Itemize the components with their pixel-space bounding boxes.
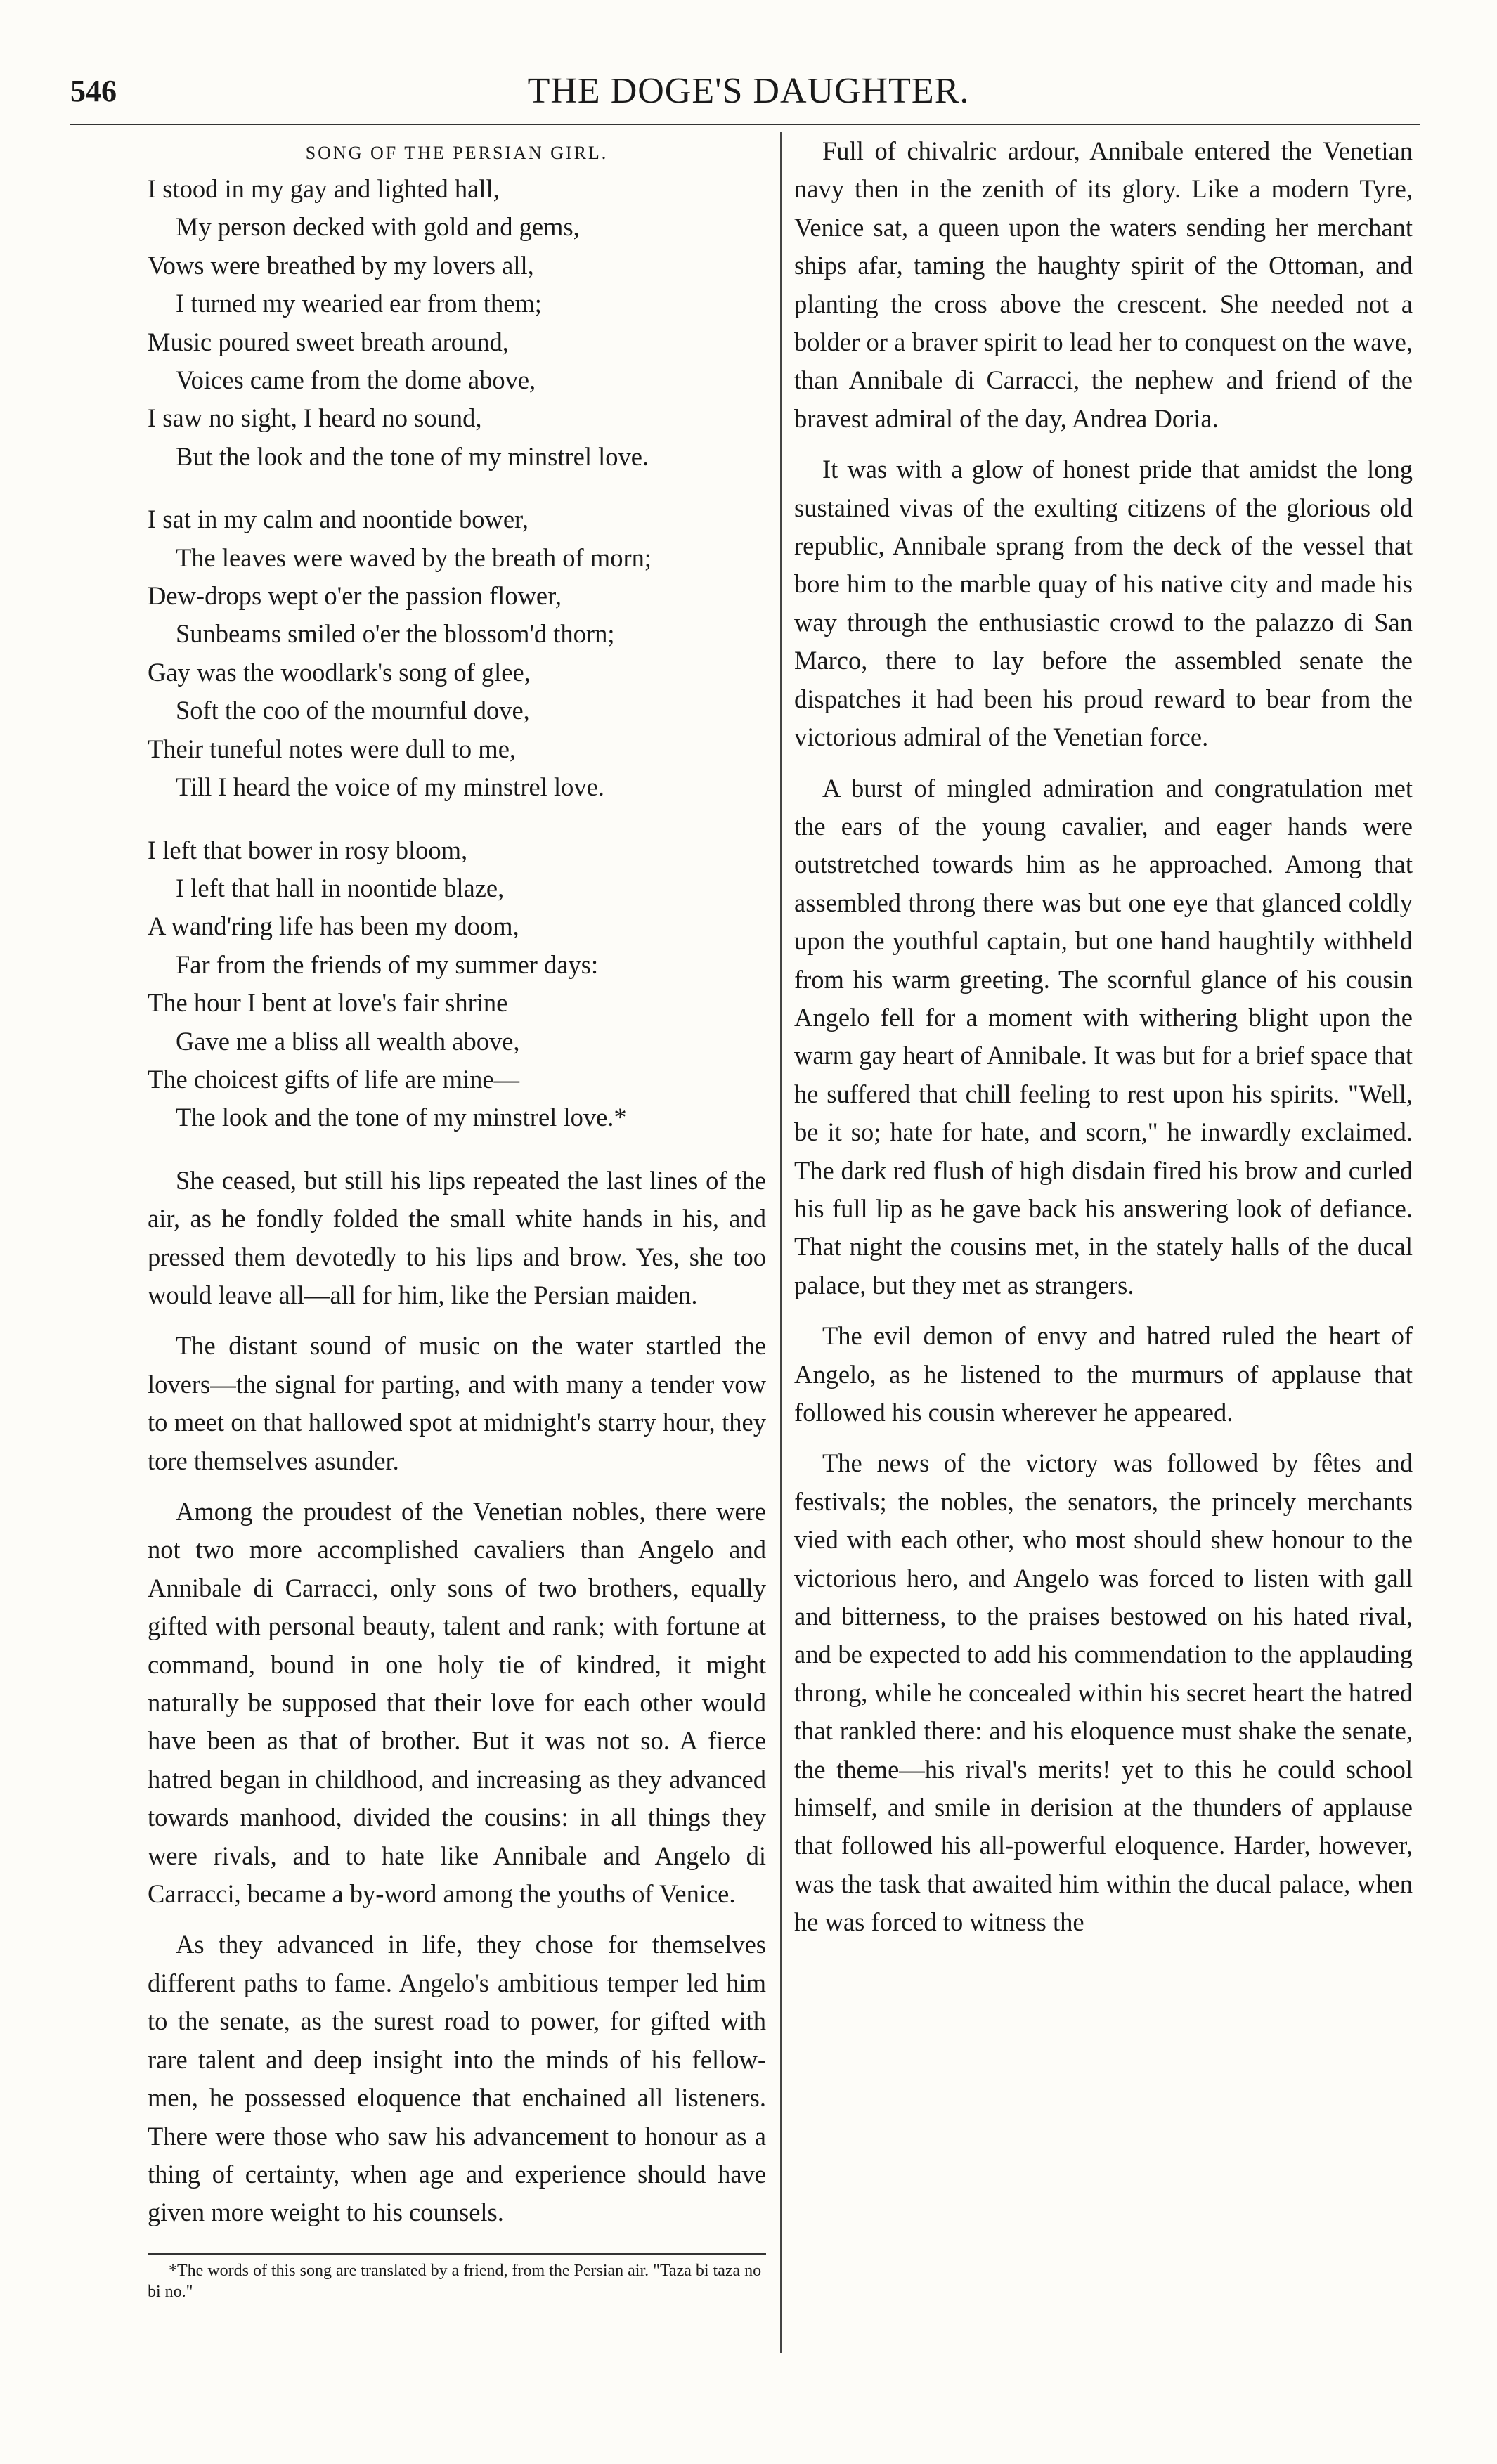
page-number: 546 (70, 74, 117, 108)
verse-line: My person decked with gold and gems, (176, 212, 580, 242)
verse-line: A wand'ring life has been my doom, (148, 912, 519, 941)
header-rule (70, 124, 1420, 125)
paragraph: It was with a glow of honest pride that amidst the long sustained vivas of the exulting citizens of the glorious old republic, Annibale sprang from the deck of the vessel that bore him to the marble quay of his native city and made his way through the enthusiastic crowd to the palazzo di San Marco, there to lay before the assembled senate the dispatches it had been his proud reward to bear from the victorious admiral of the Venetian force. (794, 455, 1413, 752)
verse-line: The choicest gifts of life are mine— (148, 1064, 520, 1094)
verse-line: I left that hall in noontide blaze, (176, 873, 505, 902)
verse-line: I sat in my calm and noontide bower, (148, 505, 529, 534)
verse-line: But the look and the tone of my minstrel love. (176, 441, 649, 471)
running-title: THE DOGE'S DAUGHTER. (527, 71, 970, 111)
verse-line: I saw no sight, I heard no sound, (148, 403, 482, 433)
verse-line: Gay was the woodlark's song of glee, (148, 657, 531, 687)
verse-line: Sunbeams smiled o'er the blossom'd thorn; (176, 619, 615, 649)
right-column (794, 132, 1413, 1954)
left-column (148, 132, 766, 2302)
paragraph: Full of chivalric ardour, Annibale entered the Venetian navy then in the zenith of its glory. Like a modern Tyre, Venice sat, a queen upon the waters sending her merchant ships afar, taming the haughty spirit of the Ottoman, and planting the cross above the crescent. She needed not a bolder or a braver spirit to lead her to conquest on the wave, than Annibale di Carracci, the nephew and friend of the bravest admiral of the day, Andrea Doria. (794, 136, 1413, 433)
verse-line: The leaves were waved by the breath of morn; (176, 543, 652, 572)
verse-line: I left that bower in rosy bloom, (148, 835, 468, 864)
verse-line: Dew-drops wept o'er the passion flower, (148, 581, 562, 611)
paragraph: Among the proudest of the Venetian nobles, there were not two more accomplished cavaliers than Angelo and Annibale di Carracci, only sons of two brothers, equally gifted with personal beauty, talent and rank; with fortune at command, bound in one holy tie of kindred, it might naturally be supposed that their love for each other would have been as that of brother. But it was not so. A fierce hatred began in childhood, and increasing as they advanced towards manhood, divided the cousins: in all things they were rivals, and to hate like Annibale and Angelo di Carracci, became a by-word among the youths of Venice. (148, 1497, 766, 1909)
paragraph: As they advanced in life, they chose for themselves different paths to fame. Angelo's ambitious temper led him to the senate, as the surest road to power, for gifted with rare talent and deep insight into the minds of his fellow-men, he possessed eloquence that enchained all listeners. There were those who saw his advancement to honour as a thing of certainty, when age and experience should have given more weight to his counsels. (148, 1930, 766, 2227)
verse-line: Voices came from the dome above, (176, 365, 536, 395)
footnote-rule (148, 2253, 766, 2255)
footnote: *The words of this song are translated by a friend, from the Persian air. "Taza bi taza no bi no." (148, 2261, 762, 2301)
song-stanza (148, 831, 766, 1137)
verse-line: Gave me a bliss all wealth above, (176, 1026, 520, 1056)
paragraph: The evil demon of envy and hatred ruled the heart of Angelo, as he listened to the murmurs of applause that followed his cousin wherever he appeared. (794, 1321, 1413, 1427)
paragraph: The news of the victory was followed by fêtes and festivals; the nobles, the senators, the princely merchants vied with each other, who most should shew honour to the victorious hero, and Angelo was forced to listen with gall and bitterness, to the praises bestowed on his hated rival, and be expected to add his commendation to the applauding throng, while he concealed within his secret heart the hatred that rankled there: and his eloquence must shake the senate, the theme—his rival's merits! yet to this he could school himself, and smile in derision at the thunders of applause that followed his all-powerful eloquence. Harder, however, was the task that awaited him within the ducal palace, when he was forced to witness the (794, 1448, 1413, 1937)
verse-line: Soft the coo of the mournful dove, (176, 696, 530, 725)
song-stanza (148, 170, 766, 476)
verse-line: Vows were breathed by my lovers all, (148, 250, 534, 280)
verse-line: The look and the tone of my minstrel love.* (176, 1103, 627, 1132)
column-divider (780, 132, 782, 2353)
paragraph: A burst of mingled admiration and congratulation met the ears of the young cavalier, and eager hands were outstretched towards him as he approached. Among that assembled throng there was but one eye that glanced coldly upon the youthful captain, but one hand haughtily withheld from his warm greeting. The scornful glance of his cousin Angelo fell for a moment with withering blight upon the warm gay heart of Annibale. It was but for a brief space that he suffered that chill feeling to rest upon his spirits. "Well, be it so; hate for hate, and scorn," he inwardly exclaimed. The dark red flush of high disdain fired his brow and curled his full lip as he gave back his answering look of defiance. That night the cousins met, in the stately halls of the ducal palace, but they met as strangers. (794, 773, 1413, 1299)
song-stanza (148, 500, 766, 806)
verse-line: I turned my wearied ear from them; (176, 289, 542, 318)
paragraph: The distant sound of music on the water startled the lovers—the signal for parting, and with many a tender vow to meet on that hallowed spot at midnight's starry hour, they tore themselves asunder. (148, 1331, 766, 1475)
verse-line: Music poured sweet breath around, (148, 327, 509, 356)
paragraph: She ceased, but still his lips repeated the last lines of the air, as he fondly folded the small white hands in his, and pressed them devotedly to his lips and brow. Yes, she too would leave all—all for him, like the Persian maiden. (148, 1165, 766, 1309)
verse-line: Far from the friends of my summer days: (176, 949, 599, 979)
verse-line: I stood in my gay and lighted hall, (148, 174, 500, 203)
song-title: SONG OF THE PERSIAN GIRL. (305, 143, 609, 163)
verse-line: Till I heard the voice of my minstrel love. (176, 772, 604, 802)
verse-line: Their tuneful notes were dull to me, (148, 734, 517, 763)
verse-line: The hour I bent at love's fair shrine (148, 988, 508, 1018)
